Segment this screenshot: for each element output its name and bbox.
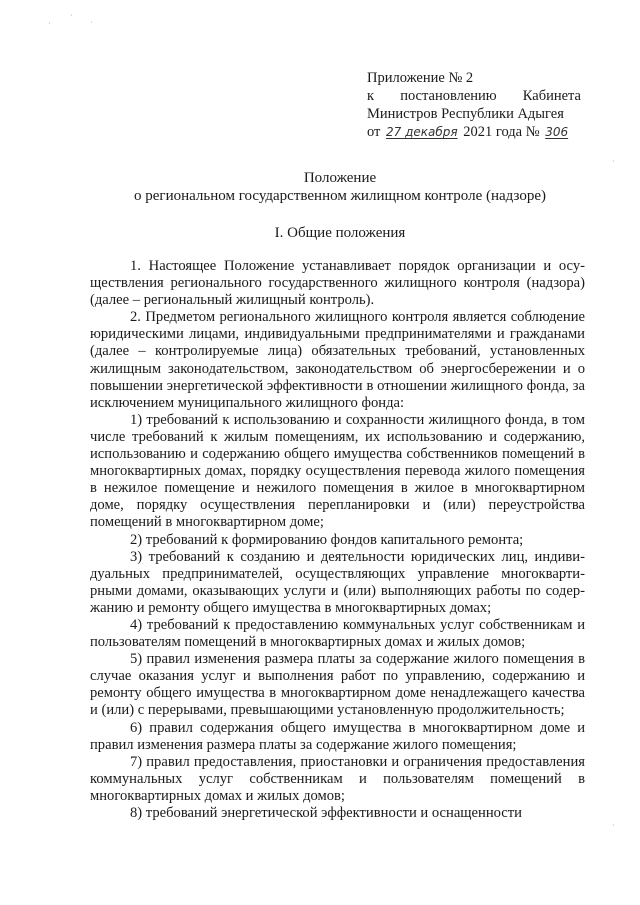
annex-block — [367, 69, 581, 141]
annex-word: постановлению — [400, 88, 497, 104]
paragraph: 4) требований к предоставлению коммунальных услуг собственникам и пользователям помещений в многоквартирных домах и жилых домов; — [90, 616, 585, 651]
date-prefix: от — [367, 124, 381, 140]
paragraph: 7) правил предоставления, приостановки и ограничения предоставления коммунальных услуг собственникам и пользователям помещений в многоквартирных домах и жилых домов; — [90, 753, 585, 804]
paragraph: 5) правил изменения размера платы за содержание жилого помещения в случае оказания услуг и выполнения работ по управлению, содержанию и ремонту общего имущества в многоквартирном доме ненадлежащего качества и (или) с перерывами, превышающими установленную продолжительность; — [90, 651, 585, 719]
annex-reference-line — [367, 87, 581, 105]
scan-speck: ˌ — [90, 14, 93, 23]
scan-speck: · — [48, 19, 51, 28]
paragraph: 3) требований к созданию и деятельности юридических лиц, индивидуальных предпринимателей, осуществляющих управление многоквартирными домами, оказывающих услуги и (или) выполняющих работы по содержанию и ремонту общего имущества в многоквартирных домах; — [90, 548, 585, 616]
paragraph: 2. Предметом регионального жилищного контроля является соблюдение юридическими лицами, индивидуальными предпринимателями и гражданами (далее – контролируемые лица) обязательных требований, установленных жилищным законодательством, законодательством об энергосбережении и о повышении энергетической эффективности в отношении жилищного фонда, за исключением муниципального жилищного фонда: — [90, 309, 585, 411]
paragraph: 1) требований к использованию и сохранности жилищного фонда, в том числе требований к жилым помещениям, их использованию и содержанию, использованию и содержанию общего имущества собственников помещений в многоквартирных домах, порядку осуществления перевода жилого помещения в нежилое помещение и нежилого помещения в жилое в многоквартирном доме, порядку осуществления перепланировки и (или) переустройства помещений в многоквартирном доме; — [90, 411, 585, 531]
date-year: 2021 года № — [463, 124, 540, 140]
annex-date-line — [367, 123, 581, 141]
annex-word: Кабинета — [522, 88, 581, 104]
handwritten-date: 27 декабря — [386, 125, 458, 139]
document-body — [90, 258, 585, 822]
annex-word: к — [367, 88, 375, 104]
scan-speck: · — [612, 821, 615, 830]
paragraph: 2) требований к формированию фондов капитального ремонта; — [130, 531, 524, 548]
scan-speck: · — [70, 11, 73, 20]
annex-title: Приложение № 2 — [367, 70, 474, 86]
section-heading: I. Общие положения — [274, 225, 406, 241]
paragraph: 6) правил содержания общего имущества в многоквартирном доме и правил изменения размера платы за содержание жилого помещения; — [90, 719, 585, 753]
paragraph: 8) требований энергетической эффективности и оснащенности — [130, 805, 522, 821]
scan-speck: · — [612, 157, 615, 166]
document-subtitle: о региональном государственном жилищном контроле (надзоре) — [134, 188, 546, 204]
handwritten-number: 306 — [545, 125, 569, 139]
document-title: Положение — [303, 170, 377, 186]
annex-authority: Министров Республики Адыгея — [367, 106, 564, 122]
paragraph: 1. Настоящее Положение устанавливает порядок организации и осуществления регионального государственного жилищного контроля (надзора) (далее – региональный жилищный контроль). — [90, 258, 585, 309]
